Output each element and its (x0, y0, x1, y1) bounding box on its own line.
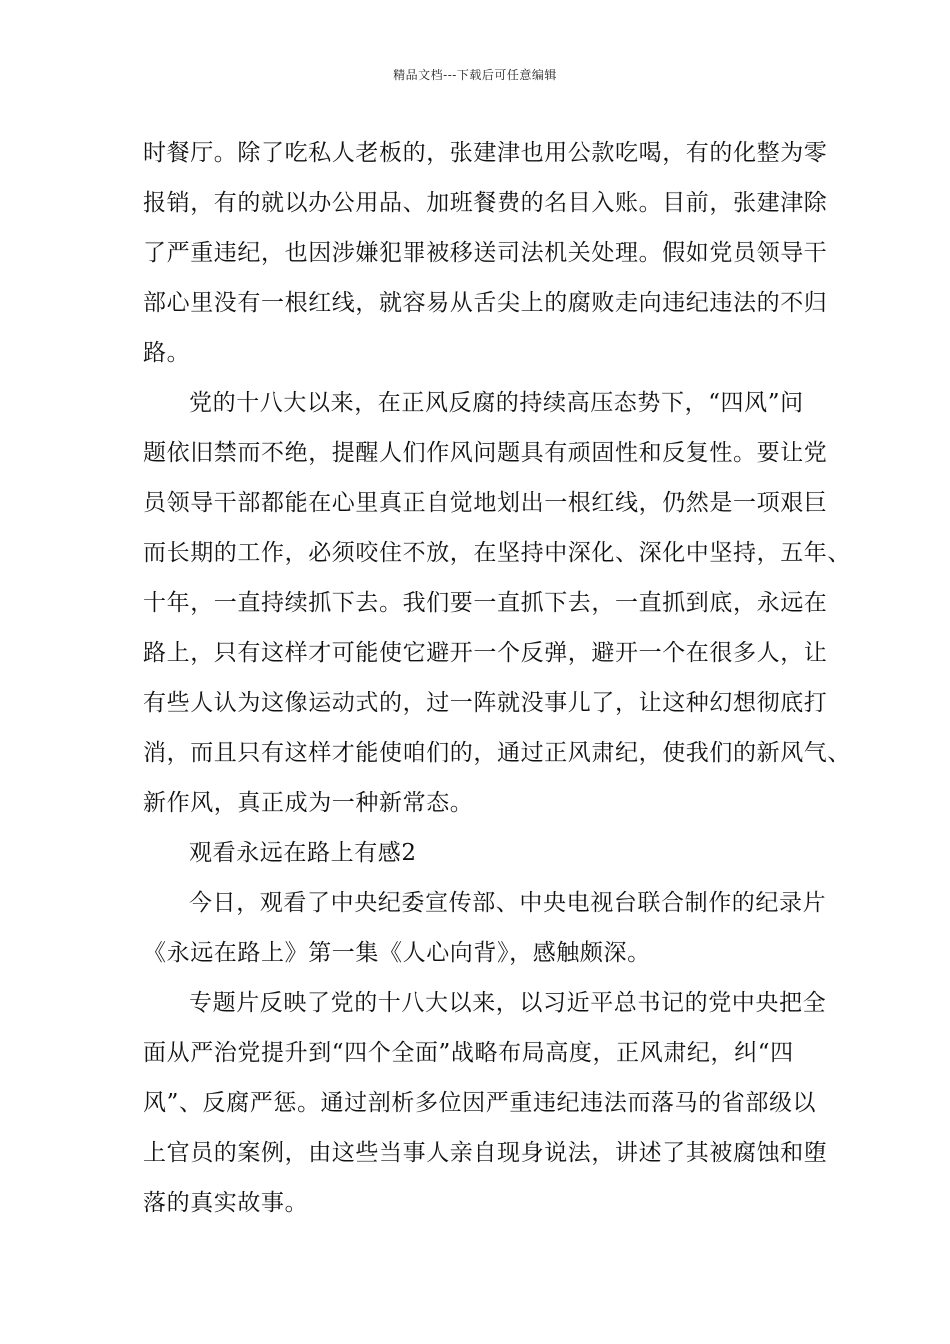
text-line: 时餐厅。除了吃私人老板的，张建津也用公款吃喝，有的化整为零 (143, 140, 828, 166)
text-line: 题依旧禁而不绝，提醒人们作风问题具有顽固性和反复性。要让党 (143, 440, 828, 466)
text-line: 风”、反腐严惩。通过剖析多位因严重违纪违法而落马的省部级以 (143, 1090, 817, 1116)
text-line: 党的十八大以来，在正风反腐的持续高压态势下，“四风”问 (189, 390, 804, 416)
text-line: 上官员的案例，由这些当事人亲自现身说法，讲述了其被腐蚀和堕 (143, 1140, 828, 1166)
text-line: 面从严治党提升到“四个全面”战略布局高度，正风肃纪，纠“四 (143, 1040, 794, 1066)
text-line: 新作风，真正成为一种新常态。 (143, 790, 474, 816)
text-line: 员领导干部都能在心里真正自觉地划出一根红线，仍然是一项艰巨 (143, 490, 828, 516)
page-header: 精品文档---下载后可任意编辑 (393, 68, 557, 82)
text-line: 路上，只有这样才可能使它避开一个反弹，避开一个在很多人，让 (143, 640, 828, 666)
text-line: 路。 (143, 340, 191, 366)
text-line: 报销，有的就以办公用品、加班餐费的名目入账。目前，张建津除 (143, 190, 828, 216)
text-line: 部心里没有一根红线，就容易从舌尖上的腐败走向违纪违法的不归 (143, 290, 828, 316)
text-line: 今日，观看了中央纪委宣传部、中央电视台联合制作的纪录片 (189, 890, 827, 916)
text-line: 落的真实故事。 (143, 1190, 309, 1216)
text-line: 十年，一直持续抓下去。我们要一直抓下去，一直抓到底，永远在 (143, 590, 828, 616)
text-line: 消，而且只有这样才能使咱们的，通过正风肃纪，使我们的新风气、 (143, 740, 851, 766)
text-line: 专题片反映了党的十八大以来，以习近平总书记的党中央把全 (189, 990, 827, 1016)
text-line: 了严重违纪，也因涉嫌犯罪被移送司法机关处理。假如党员领导干 (143, 240, 828, 266)
text-line: 《永远在路上》第一集《人心向背》，感触颇深。 (143, 940, 651, 966)
text-line: 而长期的工作，必须咬住不放，在坚持中深化、深化中坚持，五年、 (143, 540, 851, 566)
text-line: 观看永远在路上有感2 (189, 840, 417, 866)
document-body (143, 133, 851, 1233)
text-line: 有些人认为这像运动式的，过一阵就没事儿了，让这种幻想彻底打 (143, 690, 828, 716)
